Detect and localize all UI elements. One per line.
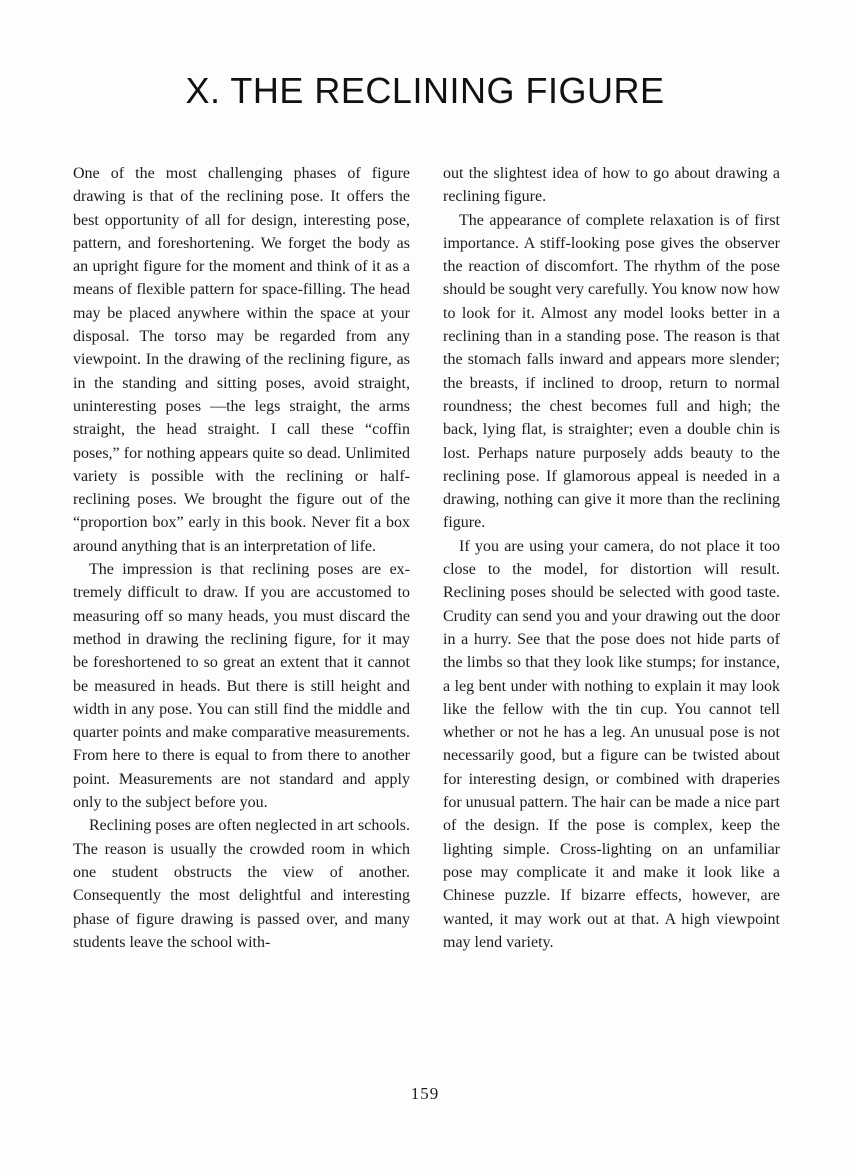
paragraph: Reclining poses are often neglected in art schools. The reason is usually the crowded room in which one student obstructs the view of another. Consequently the most delightful and interesting phase of figure drawing is passed over, and many students leave the school with- [73,817,410,951]
paragraph: out the slightest idea of how to go about drawing a reclining figure. [443,165,780,206]
paragraph: The appearance of complete relaxation is of first importance. A stiff-looking pose gives the observer the reaction of discomfort. The rhythm of the pose should be sought very carefully. You know now how to look for it. Almost any model looks better in a reclining than in a standing pose. The reason is that the stomach falls inward and appears more slender; the breasts, if inclined to droop, return to normal roundness; the chest becomes full and high; the back, lying flat, is straighter; even a double chin is lost. Perhaps nature purposely adds beauty to the reclining pose. If glamorous appeal is needed in a drawing, nothing can give it more than the reclining figure. [443,211,780,532]
chapter-title: X. THE RECLINING FIGURE [185,70,665,111]
page-number: 159 [410,1084,440,1103]
paragraph: If you are using your camera, do not place it too close to the model, for distortion will result. Reclining poses should be selected with good taste. Crudity can send you and your drawing out the door in a hurry. See that the pose does not hide parts of the limbs so that they look like stumps; for instance, a leg bent under with nothing to explain it may look like the fellow with the tin cup. You cannot tell whether or not he has a leg. An unusual pose is not necessarily good, but a figure can be twisted about for interesting design, or combined with draperies for unusual pattern. The hair can be made a nice part of the design. If the pose is complex, keep the lighting simple. Cross-lighting on an unfamiliar pose may complicate it and make it look like a Chinese puzzle. If bizarre effects, however, are wanted, it may work out at that. A high viewpoint may lend variety. [443,537,780,951]
right-column [443,162,780,954]
paragraph: The impression is that reclining poses are extremely difficult to draw. If you are accustomed to measuring off so many heads, you must discard the method in drawing the reclining figure, for it may be foreshortened to so great an extent that it cannot be measured in heads. But there is still height and width in any pose. You can still find the middle and quarter points and make comparative measurements. From here to there is equal to from there to another point. Measurements are not standard and apply only to the subject before you. [73,561,410,812]
paragraph: One of the most challenging phases of figure drawing is that of the reclining pose. It offers the best opportunity of all for design, interesting pose, pattern, and foreshortening. We forget the body as an upright figure for the moment and think of it as a means of flexible pattern for space-filling. The head may be placed anywhere within the space at your disposal. The torso may be regarded from any viewpoint. In the drawing of the reclining figure, as in the standing and sitting poses, avoid straight, uninteresting poses —the legs straight, the arms straight, the head straight. I call these “coffin poses,” for nothing appears quite so dead. Unlimited variety is possible with the reclining or half-reclining poses. We brought the figure out of the “proportion box” early in this book. Never fit a box around anything that is an interpretation of life. [73,165,410,555]
left-column [73,162,410,954]
